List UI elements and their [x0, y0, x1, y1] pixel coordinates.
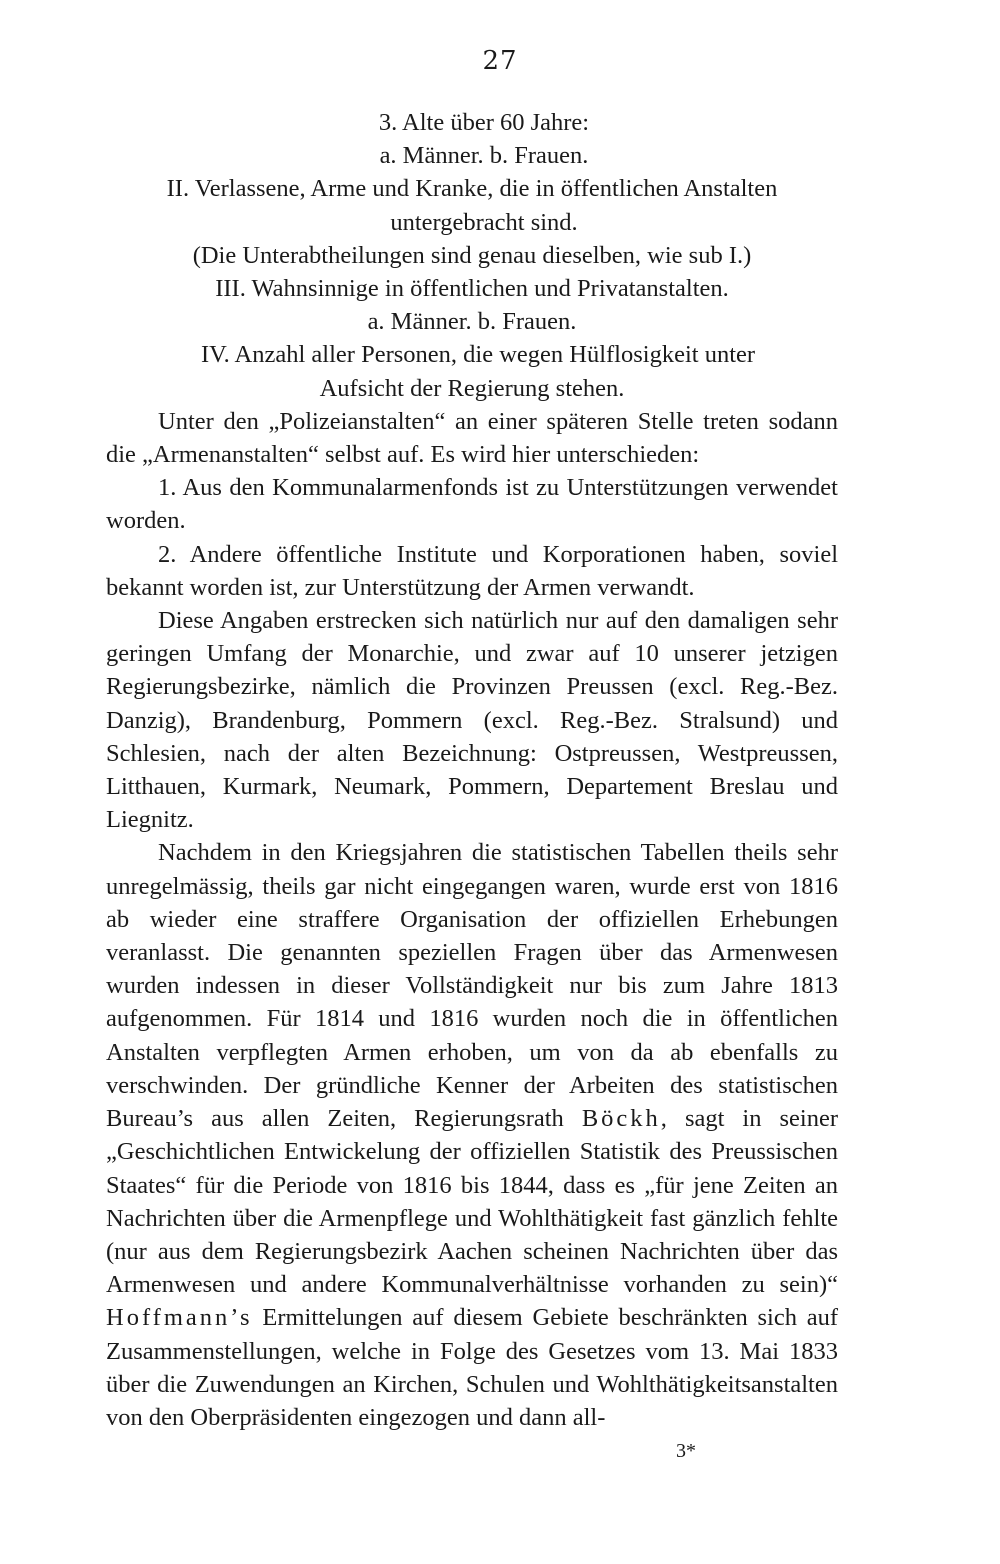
heading-maenner-frauen-1: a. Männer. b. Frauen. — [379, 142, 589, 170]
paragraph-kommunalarmenfonds: 1. Aus den Kommunalarmenfonds ist zu Unterstützungen verwendet worden. — [106, 474, 838, 535]
heading-anzahl-line2: Aufsicht der Regierung stehen. — [319, 374, 625, 402]
paragraph-polizeianstalten: Unter den „Polizeianstalten“ an einer späteren Stelle treten sodann die „Armenanstalten“ selbst auf. Es wird hier unterschieden: — [106, 407, 838, 469]
heading-alte: 3. Alte über 60 Jahre: — [378, 109, 590, 136]
paragraph-kriegsjahre — [106, 836, 838, 1434]
heading-anzahl-line1: IV. Anzahl aller Personen, die wegen Hülflosigkeit unter — [200, 341, 756, 369]
paragraph-angaben: Diese Angaben erstrecken sich natürlich nur auf den damaligen sehr geringen Umfang der Monarchie, und zwar auf 10 unserer jetzigen Regierungsbezirke, nämlich die Provinzen Preussen (excl. Reg.-Bez. Danzig), Brandenburg, Pommern (excl. Reg.-Bez. Stralsund) und Schlesien, nach der alten Bezeichnung: Ostpreussen, Westpreussen, Litthauen, Kurmark, Neumark, Pommern, Departement Breslau und Liegnitz. — [106, 607, 838, 834]
heading-unterabtheilungen: (Die Unterabtheilungen sind genau dieselben, wie sub I.) — [192, 241, 752, 269]
spaced-name-hoffmann: Hoffmann’s — [106, 1304, 253, 1332]
text-run: Nachdem in den Kriegsjahren die statistischen Tabellen theils sehr unregelmässig, theils gar nicht eingegangen waren, wurde erst von 1816 ab wieder eine straffere Organisation der offiziellen Erhebungen veranlasst. Die genannten speziellen Fragen über das Armenwesen wurden indessen in dieser Vollständigkeit nur bis zum Jahre 1813 aufgenommen. Für 1814 und 1816 wurden noch die in öffentlichen Anstalten verpflegten Armen erhoben, um von da ab ebenfalls zu verschwinden. Der gründliche Kenner der Arbeiten des statistischen Bureau’s aus allen Zeiten, Regierungsrath — [106, 839, 838, 1133]
signature-mark: 3* — [676, 1440, 696, 1462]
heading-verlassene-line1: II. Verlassene, Arme und Kranke, die in öffentlichen Anstalten — [166, 175, 778, 203]
heading-wahnsinnige: III. Wahnsinnige in öffentlichen und Privatanstalten. — [215, 275, 729, 303]
paragraph-andere-institute: 2. Andere öffentliche Institute und Korporationen haben, soviel bekannt worden ist, zur Unterstützung der Armen verwandt. — [106, 540, 838, 601]
page-number: 27 — [482, 46, 518, 76]
spaced-name-boeckh: Böckh — [581, 1105, 661, 1133]
heading-verlassene-line2: untergebracht sind. — [390, 208, 578, 236]
heading-maenner-frauen-2: a. Männer. b. Frauen. — [367, 308, 577, 336]
page-body — [106, 106, 838, 1434]
text-run: Ermittelungen auf diesem Gebiete beschränkten sich auf Zusammenstellungen, welche in Folge des Gesetzes vom 13. Mai 1833 über die Zuwendungen an Kirchen, Schulen und Wohlthätigkeitsanstalten von den Oberpräsidenten eingezogen und dann all- — [106, 1304, 838, 1431]
text-run: , sagt in seiner „Geschichtlichen Entwickelung der offiziellen Statistik des Preussischen Staates“ für die Periode von 1816 bis 1844, dass es „für jene Zeiten an Nachrichten über die Armenpflege und Wohlthätigkeit fast gänzlich fehlte (nur aus dem Regierungsbezirk Aachen scheinen Nachrichten über das Armenwesen und andere Kommunalverhältnisse vorhanden zu sein)“ — [106, 1105, 838, 1299]
